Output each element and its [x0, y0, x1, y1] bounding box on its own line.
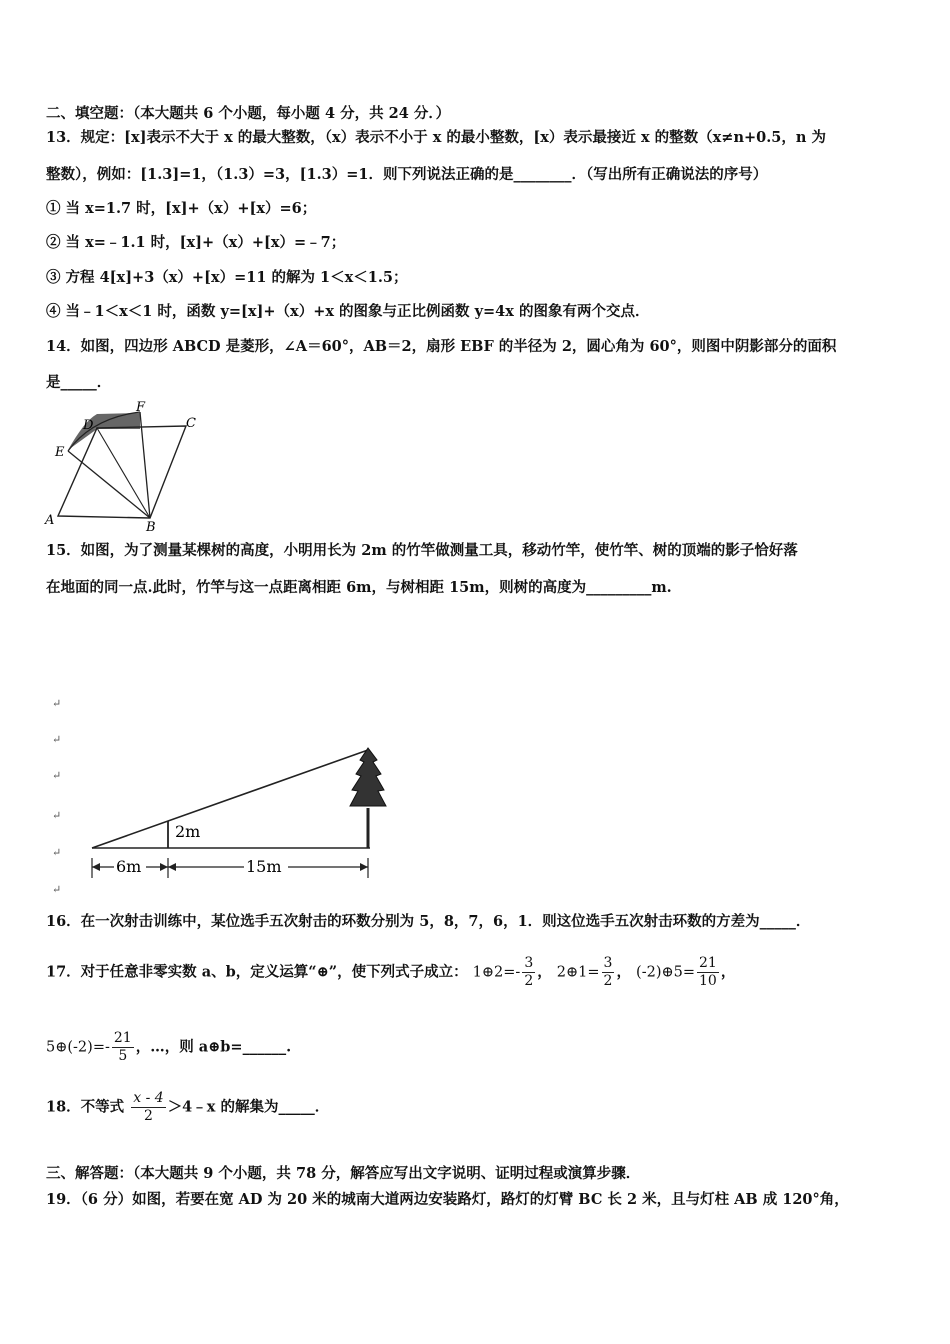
- label-c: C: [186, 416, 196, 431]
- fraction: [131, 1090, 165, 1125]
- separator: ，: [720, 963, 736, 981]
- arrow-right: [360, 863, 368, 871]
- label-b: B: [146, 520, 156, 533]
- denominator: 2: [144, 1108, 153, 1124]
- fraction: [697, 955, 719, 990]
- q18-line: [46, 1090, 329, 1125]
- return-mark: ↵: [52, 809, 62, 822]
- section-2-heading: 二、填空题：（本大题共 6 个小题，每小题 4 分，共 24 分．）: [46, 105, 451, 122]
- rhombus-figure: [40, 398, 210, 533]
- q17-line-1: [46, 955, 735, 990]
- q18-pre: 18．不等式: [46, 1098, 125, 1116]
- q13-option-3: ③ 方程 4[x]+3（x）+[x）=11 的解为 1＜x＜1.5；: [46, 269, 408, 286]
- sun-ray: [92, 750, 368, 848]
- denominator: 2: [524, 973, 534, 989]
- q14-line-1: 14．如图，四边形 ABCD 是菱形，∠A＝60°，AB＝2，扇形 EBF 的半径为 2，圆心角为 60°，则图中阴影部分的面积: [46, 338, 837, 355]
- return-mark: ↵: [52, 697, 62, 710]
- segment-fb: [140, 412, 150, 518]
- label-15m: 15m: [246, 857, 282, 876]
- q13-option-2: ② 当 x=﹣1.1 时，[x]+（x）+[x）=﹣7；: [46, 234, 346, 251]
- q16-text: 16．在一次射击训练中，某位选手五次射击的环数分别为 5，8，7，6，1．则这位选手五次射击环数的方差为_____．: [46, 913, 811, 930]
- segment-db: [97, 428, 150, 518]
- denominator: 2: [603, 973, 613, 989]
- return-mark: ↵: [52, 846, 62, 859]
- numerator: 21: [113, 1030, 132, 1046]
- label-2m: 2m: [175, 822, 201, 841]
- q17-line-2: [46, 1030, 291, 1065]
- q18-post: ＞4﹣x 的解集为_____．: [167, 1098, 330, 1116]
- return-mark: ↵: [52, 769, 62, 782]
- denominator: 5: [118, 1048, 128, 1064]
- q17-eq1-lhs: 1⊕2=-: [472, 964, 521, 981]
- tree-shadow-figure: [80, 738, 400, 888]
- q13-line-2: 整数），例如：[1.3]=1，（1.3）=3，[1.3）=1．则下列说法正确的是________．（写出所有正确说法的序号）: [46, 166, 768, 183]
- q15-line-1: 15．如图，为了测量某棵树的高度，小明用长为 2m 的竹竿做测量工具，移动竹竿，使竹竿、树的顶端的影子恰好落: [46, 542, 798, 559]
- q19-text: 19．（6 分）如图，若要在宽 AD 为 20 米的城南大道两边安装路灯，路灯的灯臂 BC 长 2 米，且与灯柱 AB 成 120°角，: [46, 1191, 849, 1208]
- numerator: 21: [699, 955, 717, 971]
- q15-line-2: 在地面的同一点.此时，竹竿与这一点距离相距 6m，与树相距 15m，则树的高度为_________m.: [46, 579, 672, 596]
- separator: ，: [537, 963, 552, 981]
- fraction: [522, 955, 535, 990]
- return-mark: ↵: [52, 883, 62, 896]
- q17-eq2-lhs: 2⊕1=: [556, 964, 600, 981]
- arrow-mid-left: [160, 863, 168, 871]
- denominator: 10: [699, 973, 717, 989]
- label-6m: 6m: [116, 857, 142, 876]
- arrow-left: [92, 863, 100, 871]
- numerator: 3: [524, 955, 534, 971]
- segment-eb: [68, 451, 150, 518]
- label-e: E: [55, 445, 65, 460]
- label-a: A: [45, 513, 55, 528]
- q17-eq3-lhs: (-2)⊕5=: [636, 964, 695, 981]
- q17-tail: ，…，则 a⊕b=______.: [135, 1038, 292, 1056]
- section-3-heading: 三、解答题：（本大题共 9 个小题，共 78 分，解答应写出文字说明、证明过程或演算步骤．: [46, 1165, 641, 1182]
- fraction: [112, 1030, 134, 1065]
- numerator: 3: [603, 955, 613, 971]
- separator: ，: [616, 963, 631, 981]
- label-d: D: [83, 418, 94, 433]
- q13-option-4: ④ 当﹣1＜x＜1 时，函数 y=[x]+（x）+x 的图象与正比例函数 y=4x 的图象有两个交点．: [46, 303, 650, 320]
- arrow-mid-right: [168, 863, 176, 871]
- tree-crown-icon: [350, 748, 386, 806]
- q13-option-1: ① 当 x=1.7 时，[x]+（x）+[x）=6；: [46, 200, 317, 217]
- q17-eq4-lhs: 5⊕(-2)=-: [46, 1039, 110, 1056]
- numerator: x - 4: [133, 1090, 164, 1106]
- q17-intro: 17．对于任意非零实数 a、b，定义运算“⊕”，使下列式子成立：: [46, 963, 468, 981]
- label-f: F: [136, 400, 146, 415]
- fraction: [602, 955, 615, 990]
- q14-line-2: 是_____．: [46, 374, 112, 391]
- return-mark: ↵: [52, 733, 62, 746]
- q13-line-1: 13．规定：[x]表示不大于 x 的最大整数，（x）表示不小于 x 的最小整数，[x）表示最接近 x 的整数（x≠n+0.5，n 为: [46, 129, 826, 146]
